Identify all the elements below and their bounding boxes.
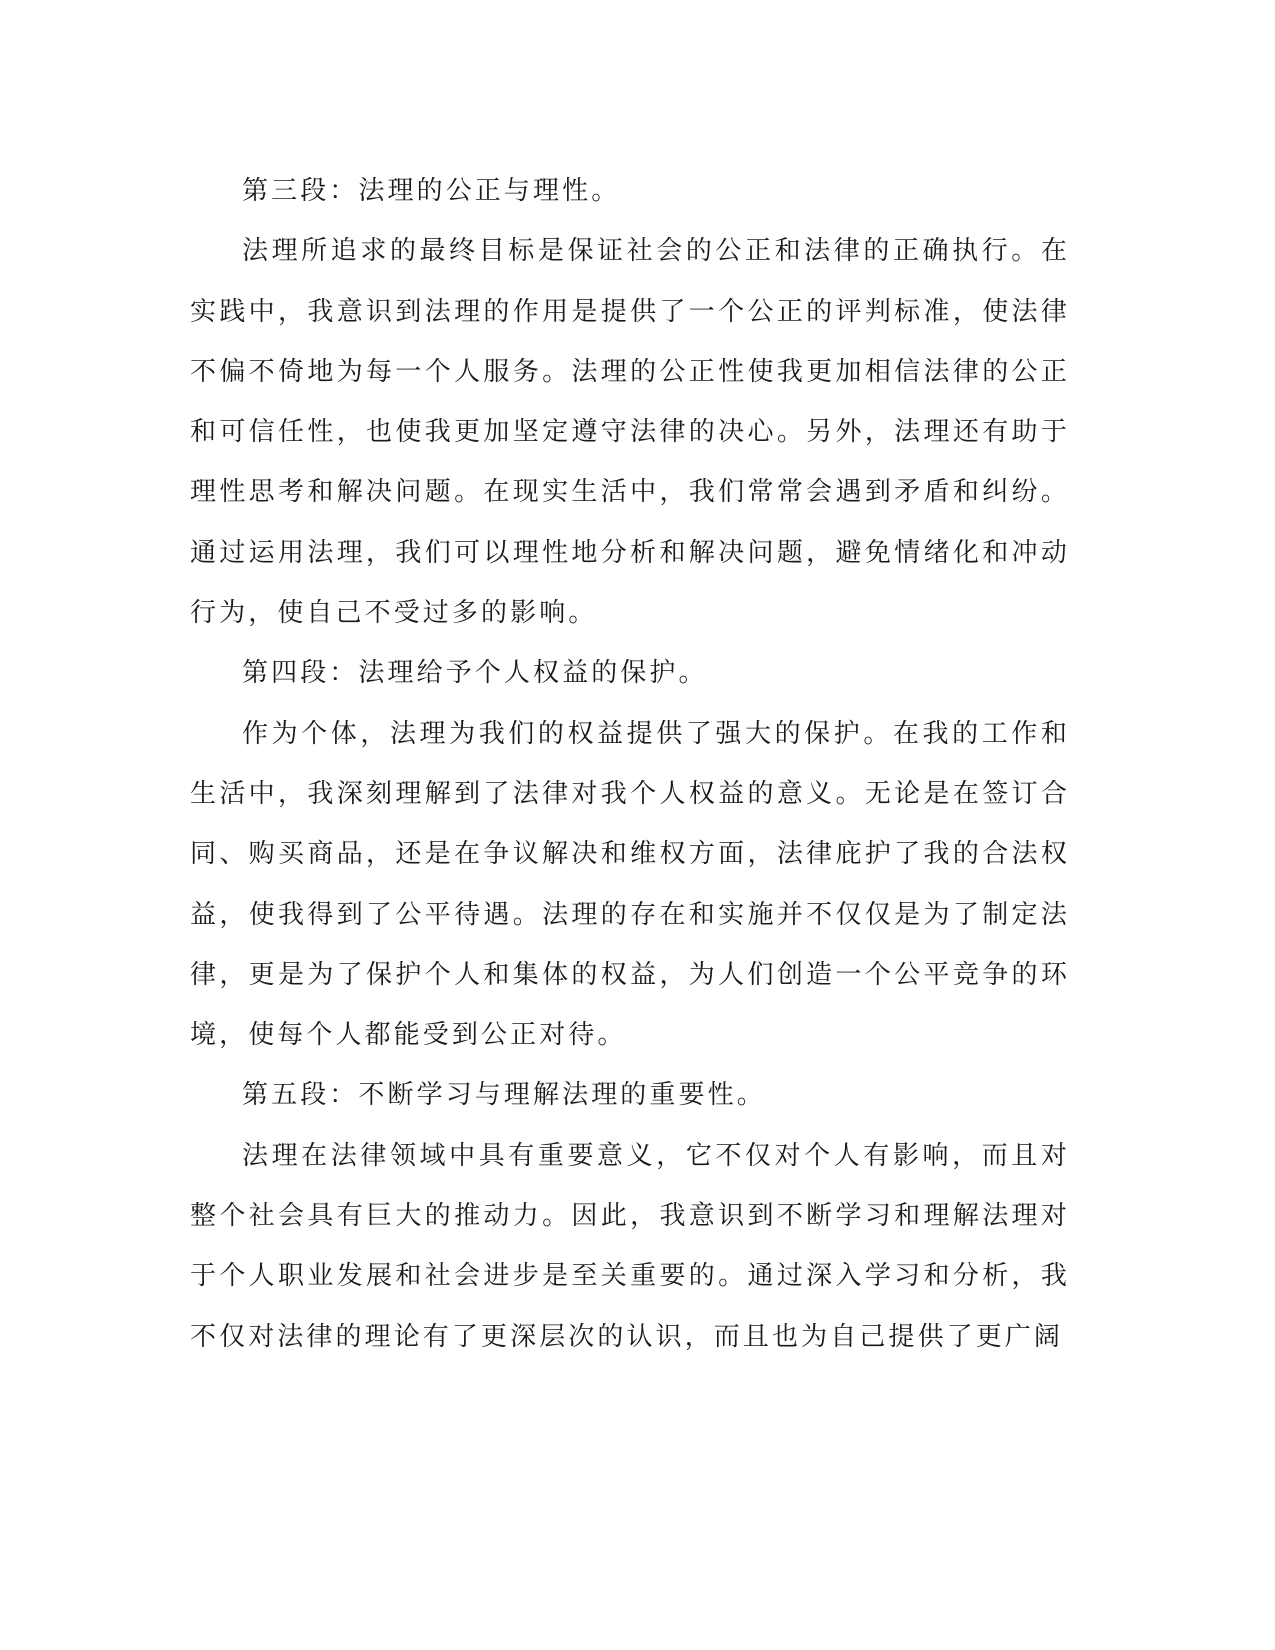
document-body bbox=[190, 161, 1070, 1367]
section-paragraph-5: 法理在法律领域中具有重要意义，它不仅对个人有影响，而且对整个社会具有巨大的推动力。因此，我意识到不断学习和理解法理对于个人职业发展和社会进步是至关重要的。通过深入学习和分析，我不仅对法律的理论有了更深层次的认识，而且也为自己提供了更广阔 bbox=[190, 1140, 1070, 1352]
section-heading-4: 第四段：法理给予个人权益的保护。 bbox=[242, 658, 708, 689]
section-paragraph-3: 法理所追求的最终目标是保证社会的公正和法律的正确执行。在实践中，我意识到法理的作用是提供了一个公正的评判标准，使法律不偏不倚地为每一个人服务。法理的公正性使我更加相信法律的公正和可信任性，也使我更加坚定遵守法律的决心。另外，法理还有助于理性思考和解决问题。在现实生活中，我们常常会遇到矛盾和纠纷。通过运用法理，我们可以理性地分析和解决问题，避免情绪化和冲动行为，使自己不受过多的影响。 bbox=[190, 236, 1070, 629]
section-paragraph-4: 作为个体，法理为我们的权益提供了强大的保护。在我的工作和生活中，我深刻理解到了法律对我个人权益的意义。无论是在签订合同、购买商品，还是在争议解决和维权方面，法律庇护了我的合法权益，使我得到了公平待遇。法理的存在和实施并不仅仅是为了制定法律，更是为了保护个人和集体的权益，为人们创造一个公平竞争的环境，使每个人都能受到公正对待。 bbox=[190, 718, 1070, 1051]
section-heading-3: 第三段：法理的公正与理性。 bbox=[242, 176, 621, 206]
section-heading-5: 第五段：不断学习与理解法理的重要性。 bbox=[242, 1080, 766, 1111]
